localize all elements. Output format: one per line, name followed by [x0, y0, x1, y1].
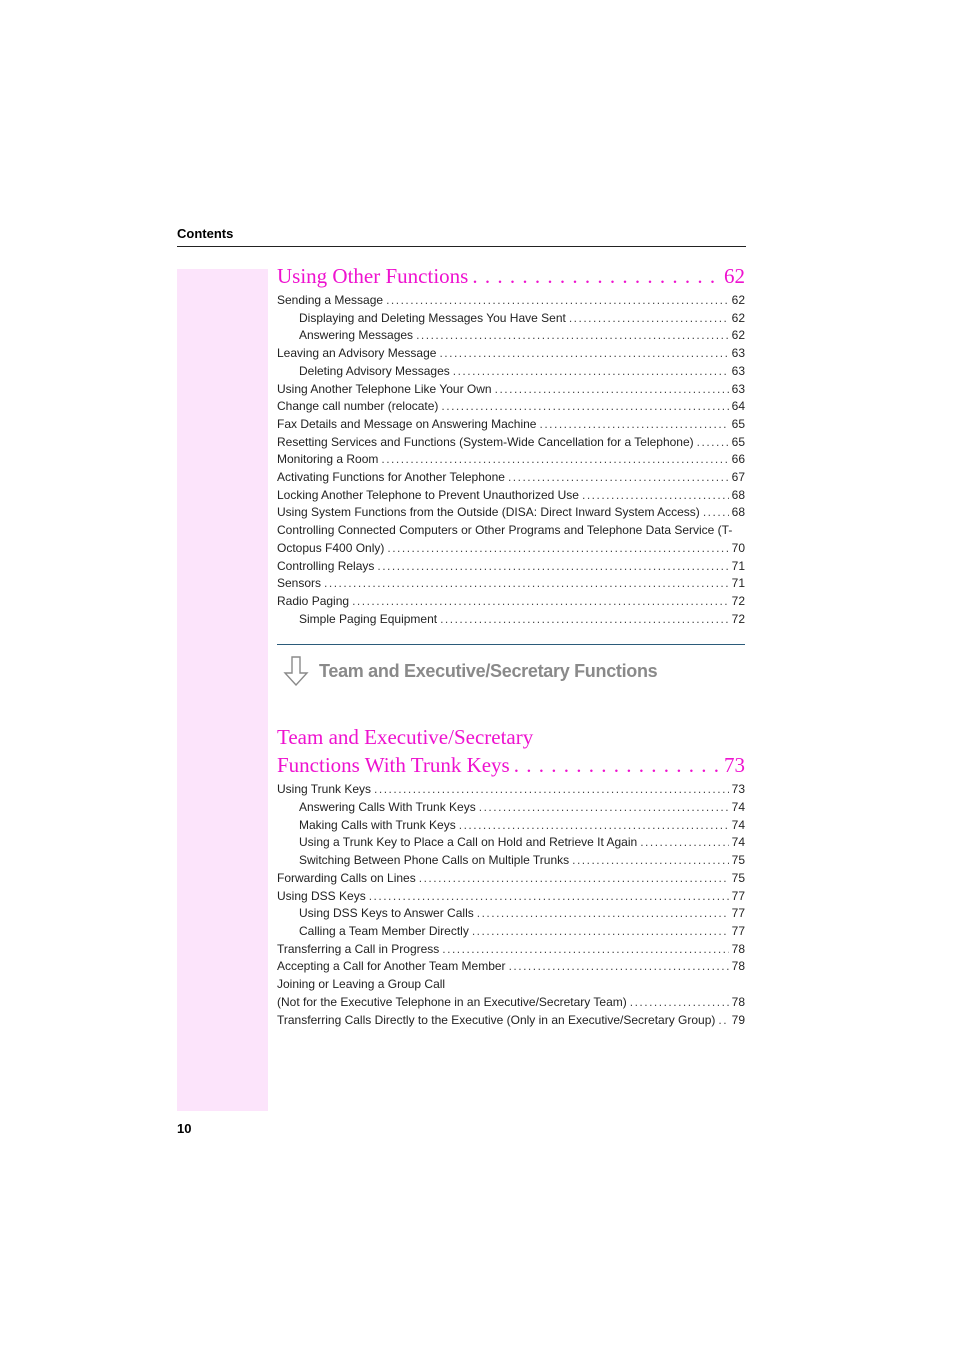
- toc-list-section2: [277, 781, 745, 1029]
- toc-entry-page: 68: [731, 505, 745, 520]
- toc-entry[interactable]: [277, 540, 745, 558]
- toc-entry[interactable]: [277, 888, 745, 906]
- toc-entry-text: Sensors: [277, 576, 322, 591]
- toc-entry-page: 66: [731, 452, 745, 467]
- toc-entry-text[interactable]: Controlling Connected Computers or Other Programs and Telephone Data Service (T-: [277, 523, 733, 538]
- toc-entry-page: 62: [731, 328, 745, 343]
- toc-entry-text: Accepting a Call for Another Team Member: [277, 959, 506, 974]
- toc-entry[interactable]: [277, 558, 745, 576]
- toc-entry[interactable]: [277, 817, 745, 835]
- toc-entry-text: Monitoring a Room: [277, 452, 379, 467]
- toc-list-section1: [277, 292, 745, 628]
- section-title-text: Functions With Trunk Keys: [277, 753, 510, 778]
- team-functions-heading: [277, 653, 745, 689]
- toc-entry-text: Radio Paging: [277, 593, 350, 608]
- toc-entry-page: 78: [731, 959, 745, 974]
- toc-entry-page: 78: [731, 994, 745, 1009]
- toc-entry[interactable]: [277, 310, 745, 328]
- toc-entry[interactable]: [277, 923, 745, 941]
- dot-leader: [630, 994, 729, 1012]
- toc-entry-text: Using DSS Keys: [277, 888, 366, 903]
- toc-entry-text: Using System Functions from the Outside (DISA: Direct Inward System Access): [277, 505, 700, 520]
- dot-leader: [508, 469, 729, 487]
- team-heading-label: Team and Executive/Secretary Functions: [319, 660, 658, 681]
- toc-entry[interactable]: [277, 611, 745, 629]
- toc-entry-text: Leaving an Advisory Message: [277, 346, 437, 361]
- toc-entry-page: 63: [731, 346, 745, 361]
- dot-leader: [387, 540, 728, 558]
- toc-entry-page: 77: [731, 906, 745, 921]
- toc-entry-text: Simple Paging Equipment: [299, 611, 438, 626]
- dot-leader: [381, 451, 728, 469]
- toc-entry-page: 78: [731, 941, 745, 956]
- toc-entry[interactable]: [277, 852, 745, 870]
- toc-entry-text: Change call number (relocate): [277, 399, 439, 414]
- toc-entry[interactable]: [277, 381, 745, 399]
- toc-entry-text: Sending a Message: [277, 293, 384, 307]
- toc-entry-page: 70: [731, 540, 745, 555]
- toc-entry-page: 63: [731, 381, 745, 396]
- section2-title-line1: Team and Executive/Secretary: [277, 725, 534, 750]
- toc-entry[interactable]: [277, 575, 745, 593]
- dot-leader: [416, 327, 729, 345]
- toc-entry[interactable]: [277, 451, 745, 469]
- dot-leader: [569, 310, 729, 328]
- toc-entry[interactable]: [277, 799, 745, 817]
- dot-leader: [509, 958, 729, 976]
- dot-leader: [439, 345, 728, 363]
- toc-entry[interactable]: [277, 1012, 745, 1030]
- toc-entry-page: 68: [731, 487, 745, 502]
- dot-leader: [495, 381, 729, 399]
- dot-leader: [572, 852, 729, 870]
- toc-entry[interactable]: [277, 958, 745, 976]
- toc-entry[interactable]: [277, 398, 745, 416]
- toc-entry[interactable]: [277, 504, 745, 522]
- toc-entry-page: 73: [731, 782, 745, 797]
- dot-leader: [514, 751, 720, 779]
- toc-entry-text: Answering Messages: [299, 328, 414, 343]
- dot-leader: [582, 487, 729, 505]
- toc-entry-page: 62: [731, 293, 745, 307]
- dot-leader: [703, 504, 729, 522]
- toc-entry-text: Making Calls with Trunk Keys: [299, 817, 456, 832]
- toc-entry[interactable]: [277, 487, 745, 505]
- toc-entry-text: Using Trunk Keys: [277, 782, 372, 797]
- toc-entry-page: 77: [731, 888, 745, 903]
- toc-entry-page: 65: [731, 434, 745, 449]
- section-page: 73: [724, 753, 745, 778]
- toc-entry-text: Calling a Team Member Directly: [299, 923, 469, 938]
- toc-entry-page: 75: [731, 870, 745, 885]
- dot-leader: [419, 870, 729, 888]
- toc-entry[interactable]: [277, 345, 745, 363]
- toc-entry-page: 74: [731, 817, 745, 832]
- toc-entry[interactable]: [277, 834, 745, 852]
- toc-entry-text: Using DSS Keys to Answer Calls: [299, 906, 474, 921]
- toc-entry-text: Activating Functions for Another Telephone: [277, 470, 505, 485]
- toc-entry-page: 67: [731, 470, 745, 485]
- toc-content: [277, 262, 745, 1029]
- toc-entry[interactable]: [277, 363, 745, 381]
- dot-leader: [440, 611, 729, 629]
- toc-entry-page: 74: [731, 835, 745, 850]
- toc-entry-text[interactable]: Joining or Leaving a Group Call: [277, 977, 446, 992]
- toc-entry-text: Forwarding Calls on Lines: [277, 870, 416, 885]
- toc-entry-page: 65: [731, 416, 745, 431]
- dot-leader: [441, 398, 728, 416]
- dot-leader: [472, 923, 729, 941]
- section-page: 62: [724, 264, 745, 288]
- toc-entry-text: Displaying and Deleting Messages You Have Sent: [299, 310, 566, 325]
- toc-entry[interactable]: [277, 781, 745, 799]
- toc-entry-text: Locking Another Telephone to Prevent Unauthorized Use: [277, 487, 579, 502]
- toc-entry[interactable]: [277, 469, 745, 487]
- dot-leader: [640, 834, 728, 852]
- toc-entry-text: Transferring a Call in Progress: [277, 941, 440, 956]
- dot-leader: [377, 558, 728, 576]
- section-divider: [277, 644, 745, 645]
- toc-entry-text: Resetting Services and Functions (System-Wide Cancellation for a Telephone): [277, 434, 694, 449]
- dot-leader: [324, 575, 729, 593]
- dot-leader: [472, 262, 720, 290]
- toc-entry-page: 72: [731, 611, 745, 626]
- section-title-text: Using Other Functions: [277, 264, 469, 288]
- toc-entry-page: 79: [731, 1012, 745, 1027]
- toc-entry-text: Transferring Calls Directly to the Executive (Only in an Executive/Secretary Group): [277, 1012, 716, 1027]
- dot-leader: [369, 888, 729, 906]
- toc-entry-page: 64: [731, 399, 745, 414]
- dot-leader: [459, 817, 729, 835]
- dot-leader: [718, 1012, 728, 1030]
- down-arrow-icon: [283, 656, 309, 686]
- toc-entry[interactable]: [277, 994, 745, 1012]
- running-header: Contents: [177, 226, 234, 241]
- page-number: 10: [177, 1121, 192, 1136]
- dot-leader: [453, 363, 729, 381]
- toc-entry-page: 74: [731, 800, 745, 815]
- dot-leader: [386, 292, 729, 310]
- toc-entry-text: Deleting Advisory Messages: [299, 363, 450, 378]
- toc-entry[interactable]: [277, 416, 745, 434]
- toc-entry-text: Switching Between Phone Calls on Multiple Trunks: [299, 853, 570, 868]
- toc-entry-page: 71: [731, 576, 745, 591]
- dot-leader: [479, 799, 729, 817]
- dot-leader: [477, 905, 729, 923]
- toc-entry[interactable]: [277, 593, 745, 611]
- toc-entry-page: 71: [731, 558, 745, 573]
- dot-leader: [442, 941, 728, 959]
- header-rule: [177, 246, 746, 247]
- toc-entry-page: 72: [731, 593, 745, 608]
- toc-entry-page: 62: [731, 310, 745, 325]
- dot-leader: [352, 593, 729, 611]
- sidebar-band: [177, 269, 268, 1111]
- toc-entry-text: Fax Details and Message on Answering Machine: [277, 416, 537, 431]
- toc-entry-text: Controlling Relays: [277, 558, 375, 573]
- toc-entry-text: Using Another Telephone Like Your Own: [277, 381, 492, 396]
- toc-entry[interactable]: [277, 905, 745, 923]
- toc-entry-text: Using a Trunk Key to Place a Call on Hold and Retrieve It Again: [299, 835, 638, 850]
- dot-leader: [374, 781, 729, 799]
- section-title-trunk-keys[interactable]: [277, 751, 745, 779]
- toc-entry-text: (Not for the Executive Telephone in an Executive/Secretary Team): [277, 994, 627, 1009]
- dot-leader: [539, 416, 728, 434]
- dot-leader: [697, 434, 729, 452]
- toc-entry-text: Octopus F400 Only): [277, 540, 385, 555]
- toc-entry-page: 75: [731, 853, 745, 868]
- toc-entry[interactable]: [277, 434, 745, 452]
- toc-entry-page: 77: [731, 923, 745, 938]
- toc-entry[interactable]: [277, 870, 745, 888]
- section-title-using-other-functions[interactable]: [277, 262, 745, 290]
- toc-entry[interactable]: [277, 941, 745, 959]
- toc-entry-page: 63: [731, 363, 745, 378]
- toc-entry[interactable]: [277, 292, 745, 310]
- toc-entry[interactable]: [277, 327, 745, 345]
- toc-entry-text: Answering Calls With Trunk Keys: [299, 800, 476, 815]
